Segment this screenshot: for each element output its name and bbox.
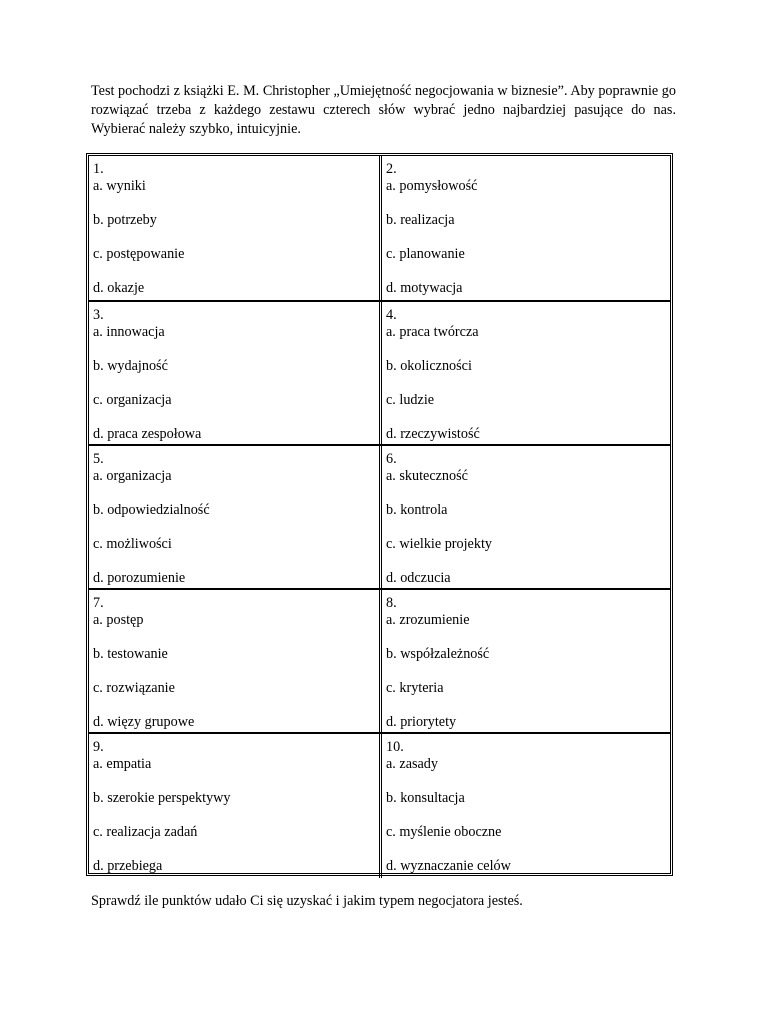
column-divider xyxy=(379,156,382,300)
question-cell-8 xyxy=(386,590,668,734)
question-cell-7 xyxy=(93,590,375,734)
question-cell-10 xyxy=(386,734,668,878)
question-cell-2 xyxy=(386,156,668,300)
column-divider xyxy=(379,590,382,734)
question-number: 8. xyxy=(386,595,397,611)
option-d: d. praca zespołowa xyxy=(93,426,202,442)
option-a: a. wyniki xyxy=(93,178,146,194)
option-d: d. odczucia xyxy=(386,570,451,586)
question-number: 10. xyxy=(386,739,404,755)
outro-paragraph: Sprawdź ile punktów udało Ci się uzyskać i jakim typem negocjatora jesteś. xyxy=(91,893,523,909)
column-divider xyxy=(379,734,382,878)
option-a: a. skuteczność xyxy=(386,468,468,484)
option-c: c. wielkie projekty xyxy=(386,536,492,552)
table-row xyxy=(89,732,670,878)
question-cell-6 xyxy=(386,446,668,590)
option-c: c. ludzie xyxy=(386,392,435,408)
question-cell-5 xyxy=(93,446,375,590)
table-row xyxy=(89,300,670,446)
option-a: a. zasady xyxy=(386,756,438,772)
option-b: b. okoliczności xyxy=(386,358,472,374)
option-c: c. myślenie oboczne xyxy=(386,824,502,840)
option-a: a. postęp xyxy=(93,612,144,628)
option-d: d. priorytety xyxy=(386,714,457,730)
option-d: d. okazje xyxy=(93,280,145,296)
option-a: a. praca twórcza xyxy=(386,324,479,340)
option-b: b. konsultacja xyxy=(386,790,465,806)
question-cell-9 xyxy=(93,734,375,878)
question-cell-3 xyxy=(93,302,375,446)
table-row xyxy=(89,156,670,300)
question-number: 7. xyxy=(93,595,104,611)
option-c: c. kryteria xyxy=(386,680,444,696)
option-b: b. odpowiedzialność xyxy=(93,502,210,518)
option-b: b. wydajność xyxy=(93,358,168,374)
option-d: d. rzeczywistość xyxy=(386,426,480,442)
option-b: b. potrzeby xyxy=(93,212,157,228)
option-a: a. empatia xyxy=(93,756,152,772)
option-a: a. zrozumienie xyxy=(386,612,470,628)
option-d: d. motywacja xyxy=(386,280,463,296)
question-number: 6. xyxy=(386,451,397,467)
option-a: a. organizacja xyxy=(93,468,172,484)
option-d: d. wyznaczanie celów xyxy=(386,858,511,874)
table-row xyxy=(89,444,670,590)
option-a: a. pomysłowość xyxy=(386,178,478,194)
option-b: b. kontrola xyxy=(386,502,448,518)
option-c: c. postępowanie xyxy=(93,246,185,262)
question-number: 4. xyxy=(386,307,397,323)
question-number: 9. xyxy=(93,739,104,755)
question-number: 1. xyxy=(93,161,104,177)
option-b: b. współzależność xyxy=(386,646,490,662)
question-cell-4 xyxy=(386,302,668,446)
option-a: a. innowacja xyxy=(93,324,165,340)
question-number: 5. xyxy=(93,451,104,467)
table-row xyxy=(89,588,670,734)
option-b: b. realizacja xyxy=(386,212,455,228)
column-divider xyxy=(379,446,382,590)
option-c: c. możliwości xyxy=(93,536,172,552)
option-b: b. szerokie perspektywy xyxy=(93,790,231,806)
option-b: b. testowanie xyxy=(93,646,168,662)
question-cell-1 xyxy=(93,156,375,300)
intro-paragraph: Test pochodzi z książki E. M. Christopher „Umiejętność negocjowania w biznesie”. Aby poprawnie go rozwiązać trzeba z każdego zestawu czterech słów wybrać jedno najbardziej pasujące do nas. Wybierać należy szybko, intuicyjnie. xyxy=(91,83,676,137)
question-number: 2. xyxy=(386,161,397,177)
option-d: d. porozumienie xyxy=(93,570,186,586)
option-c: c. organizacja xyxy=(93,392,172,408)
option-c: c. planowanie xyxy=(386,246,465,262)
option-d: d. więzy grupowe xyxy=(93,714,195,730)
column-divider xyxy=(379,302,382,446)
question-number: 3. xyxy=(93,307,104,323)
option-c: c. realizacja zadań xyxy=(93,824,198,840)
option-d: d. przebiega xyxy=(93,858,163,874)
question-table xyxy=(86,153,673,876)
option-c: c. rozwiązanie xyxy=(93,680,175,696)
